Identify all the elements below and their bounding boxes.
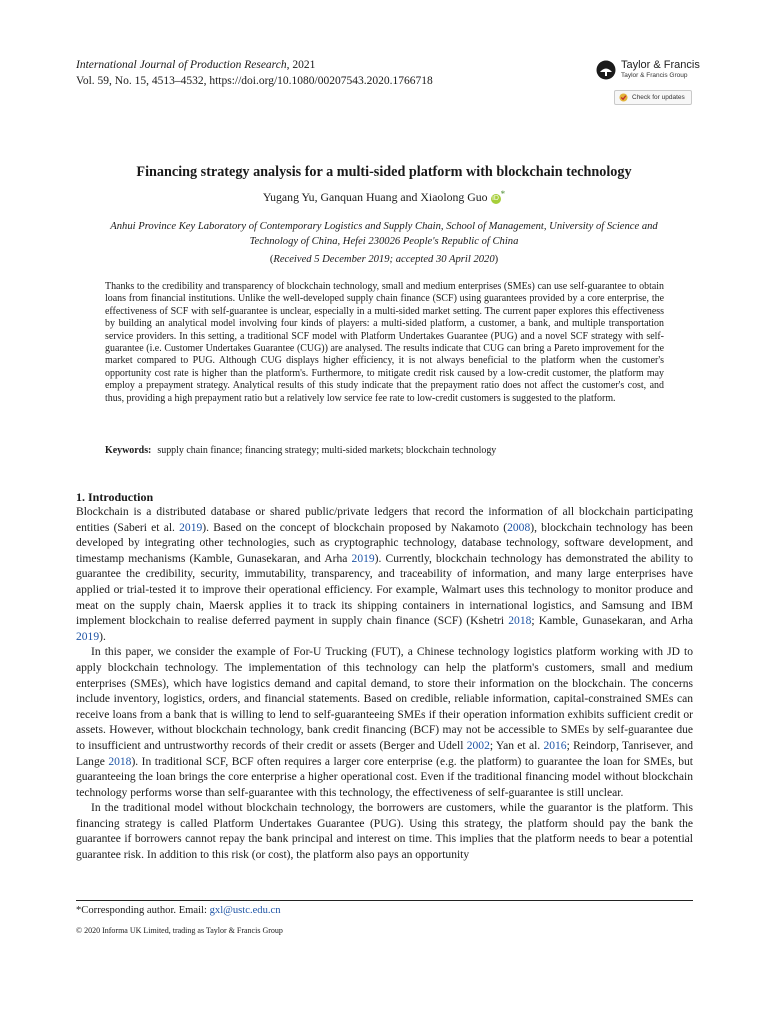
crossmark-icon xyxy=(619,93,628,102)
paragraph-1 xyxy=(76,505,693,645)
received-text: Received 5 December 2019; accepted 30 April 2020 xyxy=(273,254,495,265)
article-title: Financing strategy analysis for a multi-sided platform with blockchain technology xyxy=(136,164,632,180)
text-run: ). Currently, blockchain technology has demonstrated the ability to guarantee the credibility, security, immutability, transparency, and traceability of information, and many large enterprises have applied or trial-tested it to improve their operational efficiency. For example, Walmart uses this technology to monitor produce and meat on the supply chain, Maersk applies it to track its shipping containers in international logistics, and Samsung and IBM implement blockchain to realise deferred payment in supply chain finance (SCF) (Kshetri xyxy=(76,552,693,628)
citation-link[interactable]: 2016 xyxy=(543,739,567,752)
received-dates: (Received 5 December 2019; accepted 30 April 2020) xyxy=(269,254,499,265)
publisher-name: Taylor & Francis xyxy=(621,59,700,71)
text-run: ), blockchain technology has been developed by integrating other technologies, such as cryptographic technology, database technology, software development, and timestamp mechanisms (Kamble, Gunasekaran, and Arha xyxy=(76,521,694,565)
section-heading: 1. Introduction xyxy=(76,490,154,504)
publisher-logo xyxy=(596,58,700,82)
footnote-divider xyxy=(76,900,693,901)
citation-link[interactable]: 2019 xyxy=(351,552,375,565)
taylor-francis-lamp-icon xyxy=(596,60,616,80)
text-run: ). xyxy=(99,630,106,643)
text-run: In this paper, we consider the example of For-U Trucking (FUT), a Chinese technology logistics platform working with JD to apply blockchain technology. The implementation of this technology can help the platform's customers, small and medium enterprises (SMEs), which have logistics demand and capital demand, to store their information on the blockchain. The concerns include inventory, logistics, orders, and financial statements. Based on credible, reliable information, capital-constrained SMEs can receive loans from a bank that is willing to lend to self-guaranteeing SMEs if their operation information exhibits sufficient credit or assets. However, without blockchain technology, bank credit financing (BCF) may not be accessible to SMEs by self-guarantee due to insufficient and untrustworthy records of their credit or assets (Berger and Udell xyxy=(76,646,693,752)
paragraph-3: In the traditional model without blockchain technology, the borrowers are customers, while the guarantor is the platform. This financing strategy is called Platform Undertakes Guarantee (PUG). Using this strategy, the platform should pay the bank the guarantee if borrowers cannot repay the bank principal and interest on time. This implies that the platform needs to bear a potential guarantee risk. In addition to this risk (or cost), the platform also pays an opportunity xyxy=(76,802,693,862)
journal-header xyxy=(76,57,433,89)
footnote-text: *Corresponding author. Email: xyxy=(76,905,210,916)
orcid-icon[interactable]: iD xyxy=(492,195,499,202)
journal-title-line xyxy=(76,57,433,73)
journal-volume-doi[interactable]: Vol. 59, No. 15, 4513–4532, https://doi.org/10.1080/00207543.2020.1766718 xyxy=(76,75,433,87)
author-email-link[interactable]: gxl@ustc.edu.cn xyxy=(209,905,281,916)
citation-link[interactable]: 2018 xyxy=(108,755,132,768)
text-run: ). Based on the concept of blockchain proposed by Nakamoto ( xyxy=(202,521,508,534)
text-run: ; Kamble, Gunasekaran, and Arha xyxy=(531,615,693,628)
check-for-updates-button[interactable] xyxy=(614,90,692,105)
author-list xyxy=(0,189,768,205)
citation-link[interactable]: 2008 xyxy=(507,521,531,534)
affiliation: Anhui Province Key Laboratory of Contemporary Logistics and Supply Chain, School of Management, University of Science and Technology of China, Hefei 230026 People's Republic of China xyxy=(110,221,658,247)
citation-link[interactable]: 2002 xyxy=(466,739,490,752)
text-run: ; Yan et al. xyxy=(489,739,544,752)
copyright-notice: © 2020 Informa UK Limited, trading as Taylor & Francis Group xyxy=(76,926,283,935)
citation-link[interactable]: 2019 xyxy=(76,630,100,643)
corresponding-author-mark[interactable]: * xyxy=(500,189,506,199)
citation-link[interactable]: 2019 xyxy=(179,521,203,534)
author-names: Yugang Yu, Ganquan Huang and Xiaolong Guo xyxy=(262,190,488,204)
corresponding-author-footnote xyxy=(76,905,281,916)
citation-link[interactable]: 2018 xyxy=(508,615,532,628)
journal-year: , 2021 xyxy=(286,59,316,71)
journal-name: International Journal of Production Research xyxy=(76,59,287,71)
keywords-label: Keywords: xyxy=(105,445,152,456)
text-run: Blockchain is a distributed database or shared public/private ledgers that record the information of all blockchain participating entities (Saberi et al. xyxy=(76,506,693,534)
body-text xyxy=(76,505,693,864)
keywords xyxy=(105,445,665,456)
paragraph-2 xyxy=(76,645,693,801)
text-run: ; Reindorp, Tanrisever, and Lange xyxy=(76,739,694,768)
check-for-updates-label: Check for updates xyxy=(632,94,685,101)
abstract: Thanks to the credibility and transparency of blockchain technology, small and medium enterprises (SMEs) can use self-guarantee to obtain loans from financial institutions. Unlike the well-developed supply chain finance (SCF) using guarantees provided by a core enterprise, the effectiveness of SCF with self-guarantee is unclear, especially in a multi-sided market setting. The current paper explores this effectiveness by building an analytical model involving four kinds of players: a multi-sided platform, a customer, a bank, and multiple transportation service providers. In this setting, a traditional SCF model with Platform Undertakes Guarantee (PUG) and a novel SCF strategy with self-guarantee (i.e. Customer Undertakes Guarantee (CUG)) are analysed. The results indicate that CUG can bring a Pareto improvement for the market compared to PUG. Although CUG displays higher efficiency, it is not always beneficial to the platform when the customer's opportunity cost rate is higher than the platform's. Furthermore, to mitigate credit risk caused by a low-credit customer, the platform may employ a prepayment strategy. Analytical results of this study indicate that the prepayment ratio does not affect the customer's cost, and thus, providing a high prepayment ratio but a relatively low service fee rate to low-credit customers is suggested to the platform. xyxy=(105,281,664,404)
keywords-list: supply chain finance; financing strategy; multi-sided markets; blockchain technology xyxy=(157,445,497,456)
publisher-group: Taylor & Francis Group xyxy=(621,72,688,79)
text-run: ). In traditional SCF, BCF often requires a larger core enterprise (e.g. the platform) to guarantee the loan for SMEs, but guaranteeing the loan brings the core enterprise a higher operational cost. Even if the traditional financing model without blockchain technology performs worse than self-guarantee with this technology, the effectiveness of self-guarantee is still unclear. xyxy=(76,755,693,799)
